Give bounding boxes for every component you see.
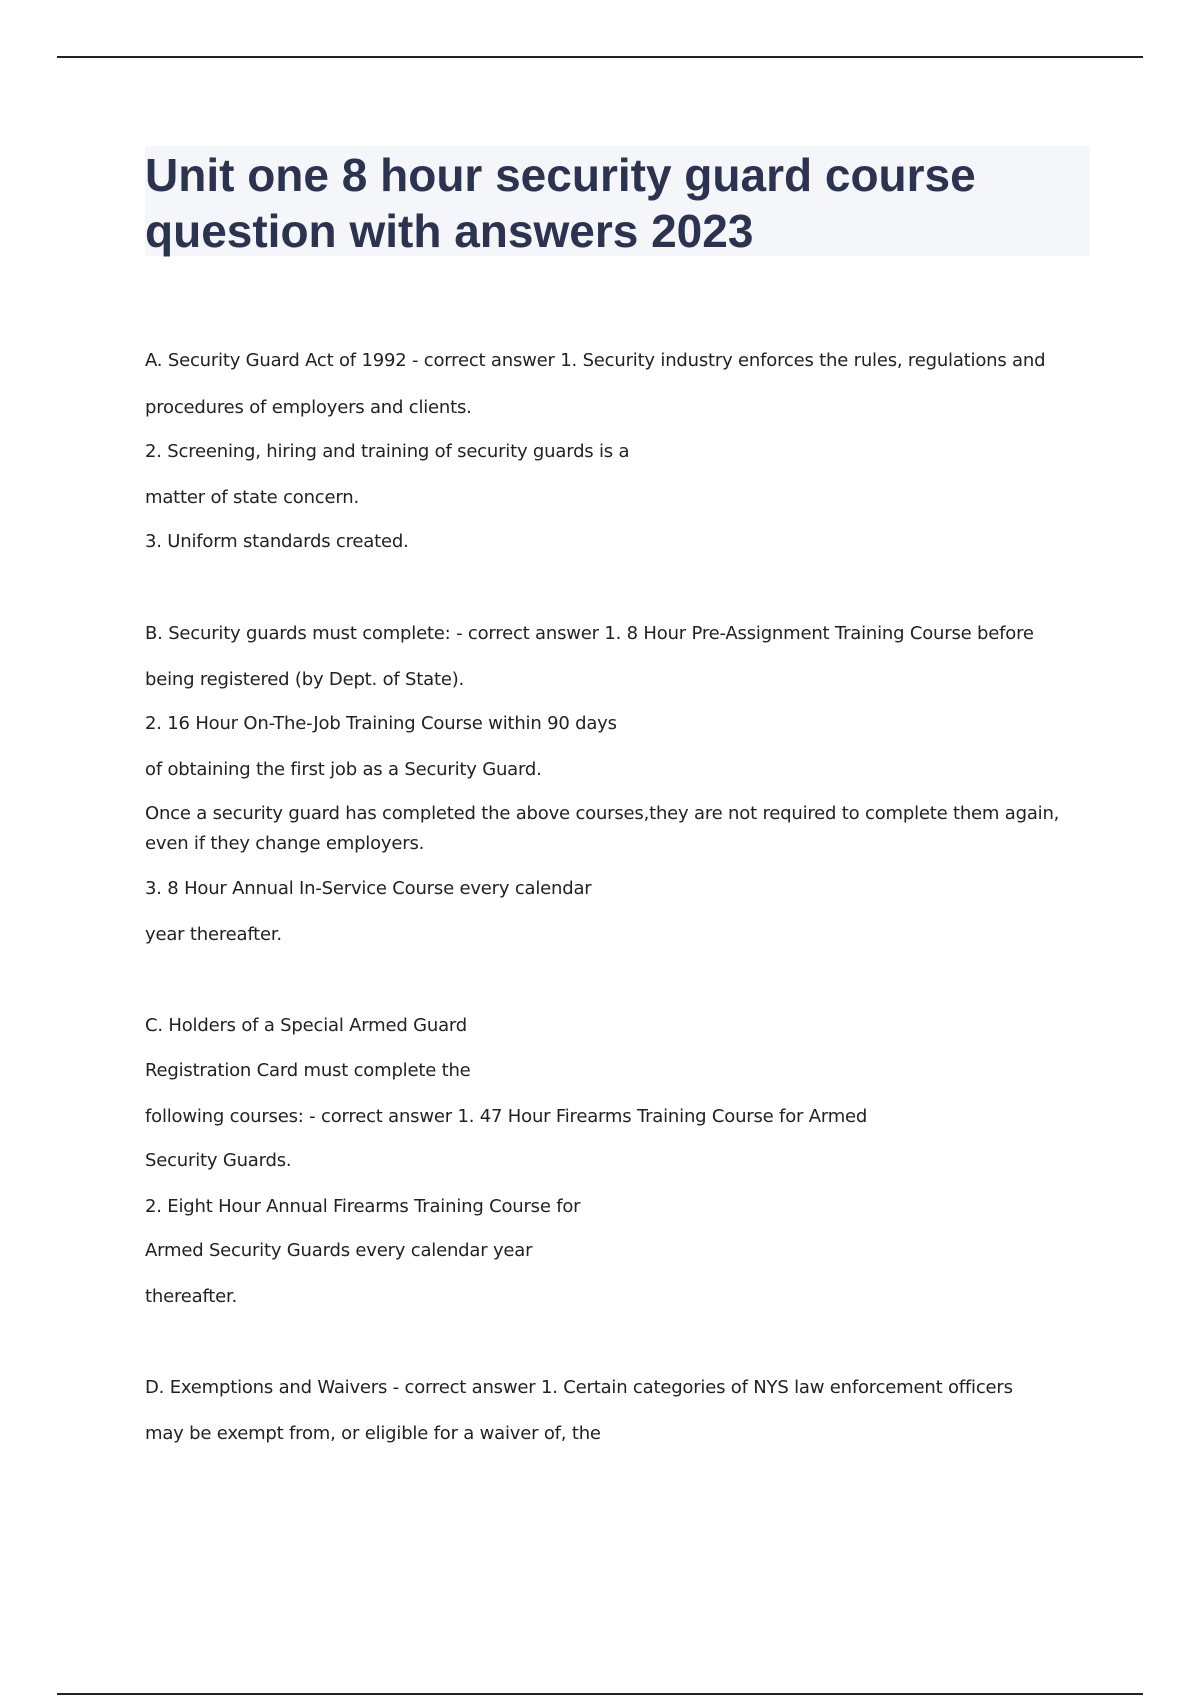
text-line: Once a security guard has completed the above courses,they are not required to complete them again,: [145, 803, 1060, 824]
text-line: even if they change employers.: [145, 833, 425, 854]
text-line: 2. Screening, hiring and training of security guards is a: [145, 441, 630, 462]
text-line: procedures of employers and clients.: [145, 397, 472, 418]
text-line: thereafter.: [145, 1286, 238, 1307]
text-line: Armed Security Guards every calendar year: [145, 1240, 533, 1261]
text-line: C. Holders of a Special Armed Guard: [145, 1015, 468, 1036]
text-line: D. Exemptions and Waivers - correct answer 1. Certain categories of NYS law enforcement officers: [145, 1377, 1013, 1398]
bottom-rule: [57, 1693, 1143, 1695]
top-rule: [57, 56, 1143, 58]
text-line: may be exempt from, or eligible for a waiver of, the: [145, 1423, 601, 1444]
text-line: Registration Card must complete the: [145, 1060, 471, 1081]
text-line: 2. 16 Hour On-The-Job Training Course within 90 days: [145, 713, 617, 734]
text-line: matter of state concern.: [145, 487, 359, 508]
text-line: following courses: - correct answer 1. 47 Hour Firearms Training Course for Armed: [145, 1106, 868, 1127]
text-line: being registered (by Dept. of State).: [145, 669, 465, 690]
text-line: 3. 8 Hour Annual In-Service Course every calendar: [145, 878, 592, 899]
page-title: Unit one 8 hour security guard course question with answers 2023: [145, 149, 976, 257]
text-line: 3. Uniform standards created.: [145, 531, 409, 552]
text-line: 2. Eight Hour Annual Firearms Training Course for: [145, 1196, 581, 1217]
text-line: A. Security Guard Act of 1992 - correct answer 1. Security industry enforces the rules, regulations and: [145, 350, 1046, 371]
text-line: of obtaining the first job as a Security Guard.: [145, 759, 542, 780]
text-line: year thereafter.: [145, 924, 282, 945]
text-line: B. Security guards must complete: - correct answer 1. 8 Hour Pre-Assignment Training Course before: [145, 623, 1034, 644]
text-line: Security Guards.: [145, 1150, 292, 1171]
